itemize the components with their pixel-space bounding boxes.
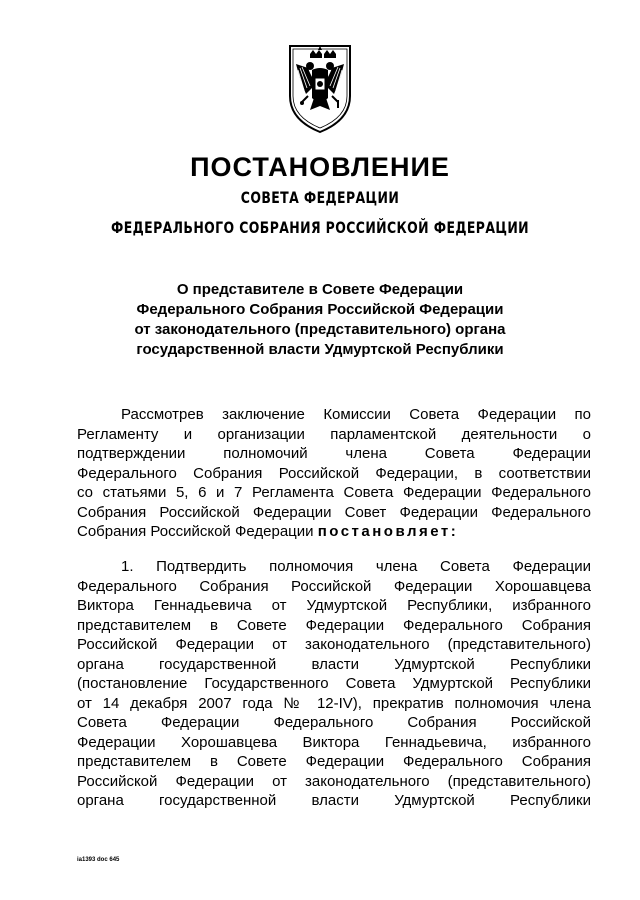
text-line: Рассмотрев заключение Комиссии Совета Федерации по bbox=[121, 406, 591, 423]
text-line: органа государственной власти Удмуртской Республики bbox=[77, 792, 591, 809]
resolves-keyword: постановляет: bbox=[317, 523, 459, 540]
document-subtitle-council: СОВЕТА ФЕДЕРАЦИИ bbox=[240, 188, 400, 207]
resolution-heading bbox=[0, 280, 640, 360]
paragraph-clause-1 bbox=[77, 557, 591, 811]
text-line: Регламенту и организации парламентской деятельности о bbox=[77, 425, 591, 443]
text-line: Виктора Геннадьевича от Удмуртской Республики, избранного bbox=[77, 597, 591, 614]
paragraph-preamble bbox=[77, 405, 591, 542]
document-subtitle-assembly: ФЕДЕРАЛЬНОГО СОБРАНИЯ РОССИЙСКОЙ ФЕДЕРАЦИИ bbox=[110, 218, 530, 237]
text-line: от 14 декабря 2007 года № 12-IV), прекратив полномочия члена bbox=[77, 694, 591, 712]
text-line: (постановление Государственного Совета Удмуртской Республики bbox=[77, 675, 591, 692]
text-line: Федерального Собрания Российской Федерации Хорошавцева bbox=[77, 577, 591, 595]
document-title: ПОСТАНОВЛЕНИЕ bbox=[190, 152, 450, 182]
text-line: Российской Федерации от законодательного (представительного) bbox=[77, 636, 591, 653]
text-line: представителем в Совете Федерации Федерального Собрания bbox=[77, 616, 591, 634]
text-line-final bbox=[77, 522, 591, 542]
text-line: Федерального Собрания Российской Федерации, в соответствии bbox=[77, 464, 591, 482]
text-line: подтверждении полномочий члена Совета Федерации bbox=[77, 445, 591, 462]
document-code: ia1393 doc 645 bbox=[77, 857, 120, 863]
text-line-prefix: Собрания Российской Федерации bbox=[77, 523, 314, 540]
coat-of-arms-icon bbox=[280, 40, 360, 134]
text-line: Совета Федерации Федерального Собрания Российской bbox=[77, 714, 591, 731]
text-line: со статьями 5, 6 и 7 Регламента Совета Федерации Федерального bbox=[77, 484, 591, 501]
text-line: представителем в Совете Федерации Федерального Собрания bbox=[77, 753, 591, 770]
heading-line: Федерального Собрания Российской Федерации bbox=[136, 301, 504, 318]
text-line: Федерации Хорошавцева Виктора Геннадьевича, избранного bbox=[77, 733, 591, 751]
text-line: Собрания Российской Федерации Совет Федерации Федерального bbox=[77, 503, 591, 521]
text-line: Российской Федерации от законодательного (представительного) bbox=[77, 772, 591, 790]
heading-line: от законодательного (представительного) органа bbox=[134, 321, 506, 338]
heading-line: государственной власти Удмуртской Республики bbox=[136, 341, 504, 358]
heading-line: О представителе в Совете Федерации bbox=[176, 281, 464, 298]
text-line: органа государственной власти Удмуртской Республики bbox=[77, 655, 591, 673]
text-line: 1. Подтвердить полномочия члена Совета Федерации bbox=[121, 558, 591, 575]
